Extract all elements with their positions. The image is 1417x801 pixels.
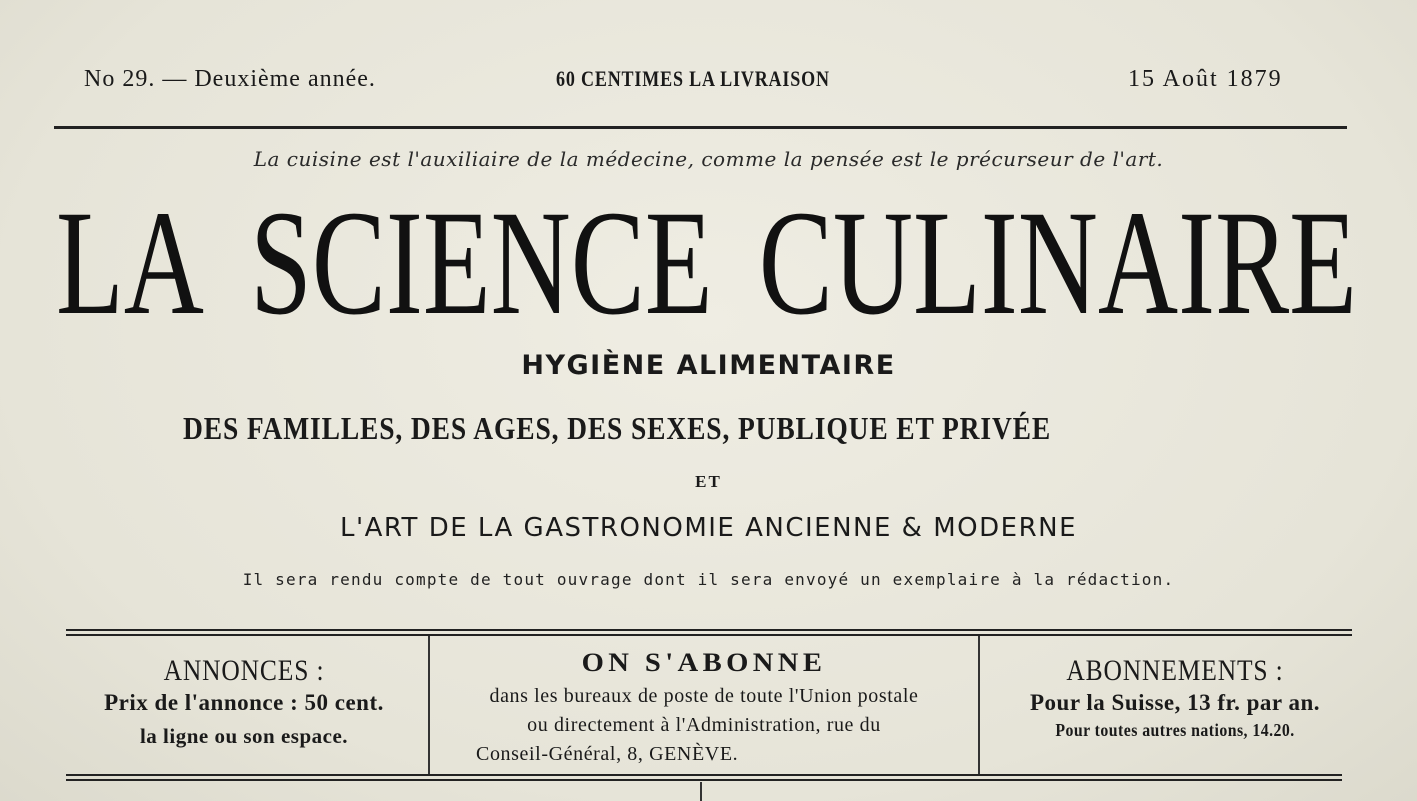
subtitle-familles: DES FAMILLES, DES AGES, DES SEXES, PUBLIQUE ET PRIVÉE <box>183 410 1052 446</box>
box-bottom-rule-2 <box>66 779 1342 781</box>
abonnements-heading: ABONNEMENTS : <box>1066 654 1284 687</box>
issue-price: 60 CENTIMES LA LIVRAISON <box>556 66 830 91</box>
header-rule <box>54 126 1347 129</box>
annonces-box <box>60 640 428 776</box>
annonces-line: la ligne ou son espace. <box>139 724 349 748</box>
title-word-science: SCIENCE <box>250 180 713 346</box>
abonne-heading: ON S'ABONNE <box>581 648 827 677</box>
box-top-rule <box>66 629 1352 631</box>
annonces-heading: ANNONCES : <box>163 654 325 687</box>
annonces-price: Prix de l'annonce : 50 cent. <box>104 690 384 715</box>
masthead-title <box>56 180 1357 346</box>
subtitle-hygiene: HYGIÈNE ALIMENTAIRE <box>521 350 896 381</box>
abonnements-nations: Pour toutes autres nations, 14.20. <box>1055 720 1295 740</box>
review-notice: Il sera rendu compte de tout ouvrage dont il sera envoyé un exemplaire à la rédaction. <box>242 570 1175 589</box>
body-column-divider <box>700 782 702 801</box>
subtitle-gastronomie: L'ART DE LA GASTRONOMIE ANCIENNE & MODERNE <box>339 513 1078 543</box>
abonne-line-3: Conseil-Général, 8, GENÈVE. <box>476 743 739 765</box>
abonne-box <box>430 640 978 776</box>
issue-number: No 29. — Deuxième année. <box>84 66 376 92</box>
abonnements-box <box>980 640 1370 776</box>
box-bottom-rule <box>66 774 1342 776</box>
subtitle-et: ET <box>695 472 722 491</box>
title-word-la: LA <box>56 180 204 346</box>
abonnements-suisse: Pour la Suisse, 13 fr. par an. <box>1030 690 1320 715</box>
motto: La cuisine est l'auxiliaire de la médecine, comme la pensée est le précurseur de l'art. <box>253 147 1164 171</box>
title-word-culinaire: CULINAIRE <box>758 180 1357 346</box>
issue-date: 15 Août 1879 <box>1128 66 1283 92</box>
box-top-rule-2 <box>66 634 1352 636</box>
abonne-line-1: dans les bureaux de poste de toute l'Union postale <box>489 685 919 707</box>
abonne-line-2: ou directement à l'Administration, rue du <box>527 714 881 736</box>
